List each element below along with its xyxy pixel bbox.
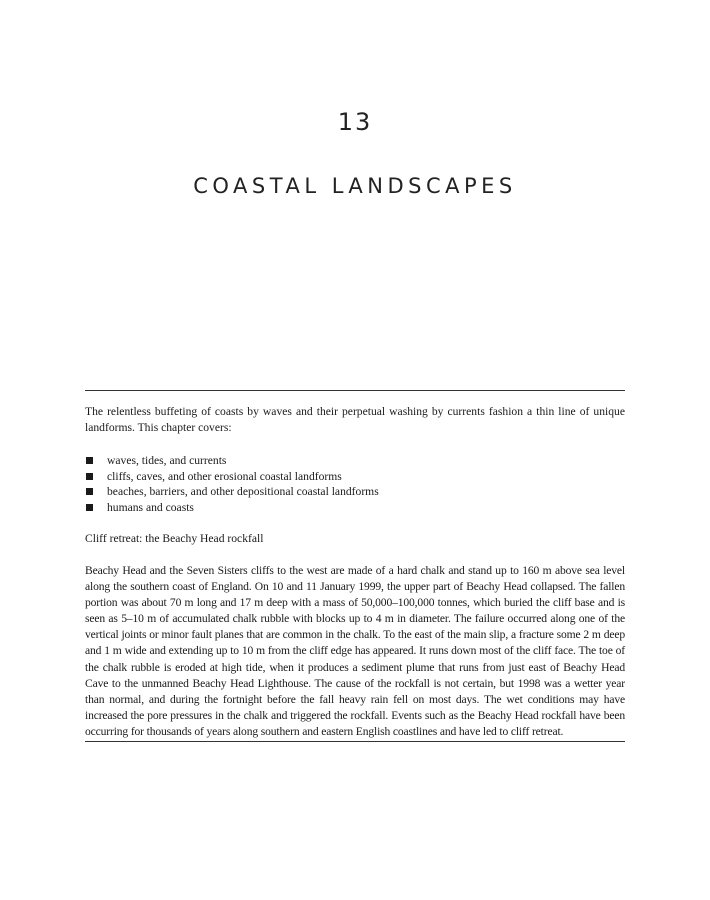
topic-text: humans and coasts bbox=[107, 500, 194, 514]
square-bullet-icon bbox=[86, 473, 93, 480]
list-item bbox=[85, 469, 625, 485]
list-item bbox=[85, 484, 625, 500]
top-divider bbox=[85, 390, 625, 391]
chapter-number: 13 bbox=[337, 108, 373, 136]
case-study-body: Beachy Head and the Seven Sisters cliffs to the west are made of a hard chalk and stand up to 160 m above sea level along the southern coast of England. On 10 and 11 January 1999, the upper part of Beachy Head collapsed. The fallen portion was about 70 m long and 17 m deep with a mass of 50,000–100,000 tonnes, which buried the cliff base and is seen as 5–10 m of accumulated chalk rubble with blocks up to 4 m in diameter. The failure occurred along one of the vertical joints or minor fault planes that are common in the chalk. To the east of the main slip, a fracture some 2 m deep and 1 m wide and extending up to 10 m from the cliff edge has appeared. It runs down most of the cliff face. The toe of the chalk rubble is eroded at high tide, when it produces a sediment plume that runs from just east of Beachy Head Cave to the unmanned Beachy Head Lighthouse. The cause of the rockfall is not certain, but 1998 was a wetter year than normal, and during the fortnight before the fall heavy rain fell on most days. The wet conditions may have increased the pore pressures in the chalk and triggered the rockfall. Events such as the Beachy Head rockfall have been occurring for thousands of years along southern and eastern English coastlines and have led to cliff retreat. bbox=[85, 564, 625, 738]
topic-text: beaches, barriers, and other depositional coastal landforms bbox=[107, 485, 379, 498]
topic-text: cliffs, caves, and other erosional coastal landforms bbox=[107, 469, 342, 483]
square-bullet-icon bbox=[86, 504, 93, 511]
topics-list bbox=[85, 453, 625, 515]
case-study-heading: Cliff retreat: the Beachy Head rockfall bbox=[85, 532, 264, 545]
list-item bbox=[85, 500, 625, 516]
square-bullet-icon bbox=[86, 457, 93, 464]
intro-paragraph: The relentless buffeting of coasts by waves and their perpetual washing by currents fashion a thin line of unique landforms. This chapter covers: bbox=[85, 405, 625, 434]
chapter-title: COASTAL LANDSCAPES bbox=[193, 174, 517, 198]
topic-text: waves, tides, and currents bbox=[107, 454, 227, 467]
bottom-divider bbox=[85, 741, 625, 742]
list-item bbox=[85, 453, 625, 469]
square-bullet-icon bbox=[86, 488, 93, 495]
